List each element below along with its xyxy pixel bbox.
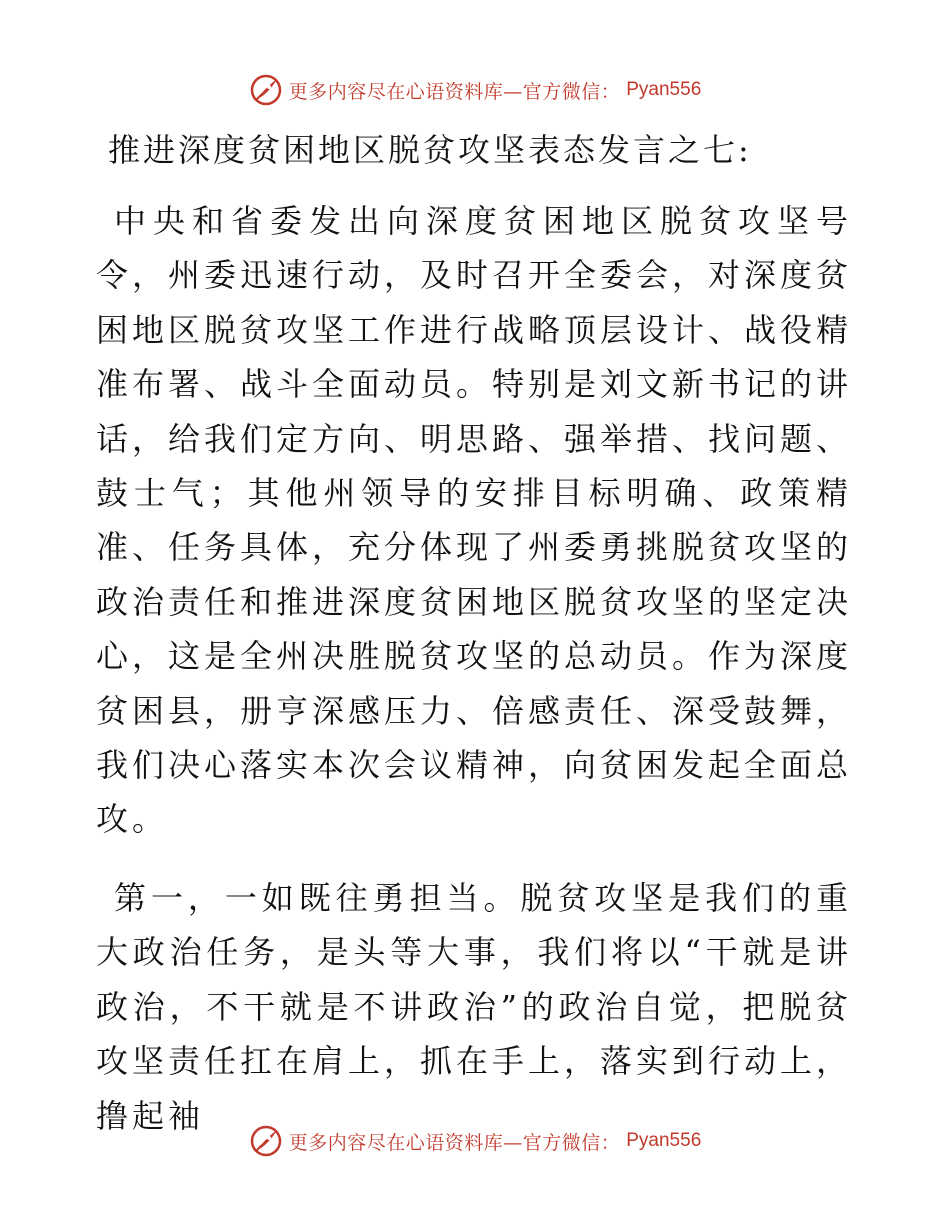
paragraph-first-point: 第一，一如既往勇担当。脱贫攻坚是我们的重大政治任务，是头等大事，我们将以“干就是讲政治，不干就是不讲政治”的政治自觉，把脱贫攻坚责任扛在肩上，抓在手上，落实到行动上，撸起袖 [96,878,853,1135]
paragraph-intro: 中央和省委发出向深度贫困地区脱贫攻坚号令，州委迅速行动，及时召开全委会，对深度贫困地区脱贫攻坚工作进行战略顶层设计、战役精准布署、战斗全面动员。特别是刘文新书记的讲话，给我们定方向、明思路、强举措、找问题、鼓士气；其他州领导的安排目标明确、政策精准、任务具体，充分体现了州委勇挑脱贫攻坚的政治责任和推进深度贫困地区脱贫攻坚的坚定决心，这是全州决胜脱贫攻坚的总动员。作为深度贫困县，册亨深感压力、倍感责任、深受鼓舞，我们决心落实本次会议精神，向贫困发起全面总攻。 [96,202,853,839]
footer-wechat-id: Pyan556 [626,1130,702,1151]
quill-logo-icon [249,1124,283,1158]
footer-banner-text: 更多内容尽在心语资料库—官方微信： [288,1131,621,1154]
document-title: 推进深度贫困地区脱贫攻坚表态发言之七: [108,131,752,169]
header-banner [0,70,950,110]
header-wechat-id: Pyan556 [626,79,702,100]
footer-banner [0,1121,950,1161]
header-banner-text: 更多内容尽在心语资料库—官方微信： [288,80,621,103]
quill-logo-icon [249,73,283,107]
document-body [96,122,852,1143]
